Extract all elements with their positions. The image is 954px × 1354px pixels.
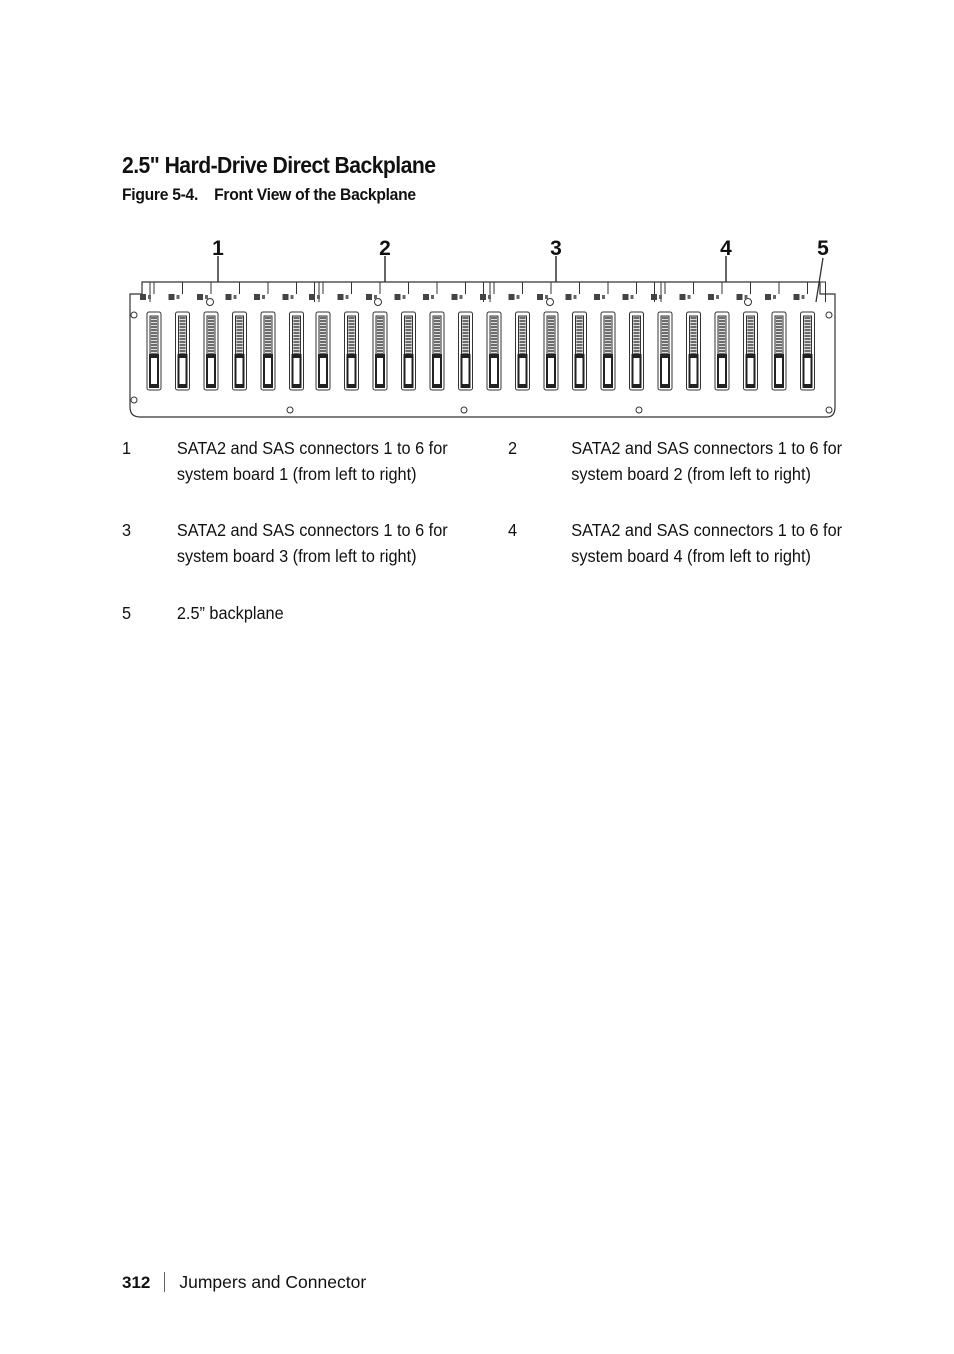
callout-5: 5 <box>817 237 829 260</box>
callout-4: 4 <box>720 237 732 260</box>
pad <box>488 295 491 299</box>
connector-latch-gap <box>377 358 383 384</box>
pad <box>602 295 605 299</box>
pad <box>688 295 691 299</box>
pad <box>745 295 748 299</box>
pad <box>509 294 515 300</box>
mounting-hole <box>207 299 214 306</box>
pad <box>651 294 657 300</box>
pad <box>545 295 548 299</box>
figure-title: Front View of the Backplane <box>214 185 416 204</box>
pad <box>659 295 662 299</box>
mounting-hole <box>636 407 642 413</box>
pad <box>680 294 686 300</box>
pad <box>623 294 629 300</box>
legend-text: SATA2 and SAS connectors 1 to 6 for system board 3 (from left to right) <box>176 520 448 566</box>
legend-text: 2.5” backplane <box>176 603 284 623</box>
pad <box>169 294 175 300</box>
legend-text: SATA2 and SAS connectors 1 to 6 for system board 4 (from left to right) <box>571 520 843 566</box>
pad <box>205 295 208 299</box>
pad <box>594 294 600 300</box>
connector-latch-gap <box>208 358 214 384</box>
callout-2: 2 <box>379 237 391 260</box>
connector-latch-gap <box>520 358 526 384</box>
connector-latch-gap <box>463 358 469 384</box>
legend-text: SATA2 and SAS connectors 1 to 6 for system board 1 (from left to right) <box>176 438 448 484</box>
pad <box>395 294 401 300</box>
mounting-hole <box>287 407 293 413</box>
pad <box>262 295 265 299</box>
pad <box>716 295 719 299</box>
connector-latch-gap <box>320 358 326 384</box>
pad <box>802 295 805 299</box>
legend-number: 3 <box>122 520 132 540</box>
pad <box>148 295 151 299</box>
mounting-hole <box>131 397 137 403</box>
pad <box>794 294 800 300</box>
group-bracket <box>319 282 484 302</box>
pad <box>366 294 372 300</box>
callout-leader <box>816 258 823 302</box>
figure-number: Figure 5-4. <box>122 185 199 204</box>
callout-1: 1 <box>212 237 224 260</box>
pad <box>773 295 776 299</box>
pad <box>254 294 260 300</box>
pad <box>765 294 771 300</box>
pad <box>177 295 180 299</box>
pad <box>574 295 577 299</box>
pad <box>480 294 486 300</box>
mounting-hole <box>547 299 554 306</box>
connector-latch-gap <box>776 358 782 384</box>
connector-latch-gap <box>577 358 583 384</box>
pad <box>452 294 458 300</box>
pad <box>140 294 146 300</box>
mounting-hole <box>826 407 832 413</box>
pad <box>317 295 320 299</box>
pad <box>234 295 237 299</box>
connector-latch-gap <box>634 358 640 384</box>
pad <box>423 294 429 300</box>
pad <box>431 295 434 299</box>
legend-number: 5 <box>122 603 132 623</box>
connector-latch-gap <box>605 358 611 384</box>
chapter-title: Jumpers and Connector <box>179 1272 367 1292</box>
legend-number: 1 <box>122 438 132 458</box>
mounting-hole <box>131 312 137 318</box>
mounting-hole <box>745 299 752 306</box>
legend-text: SATA2 and SAS connectors 1 to 6 for system board 2 (from left to right) <box>571 438 843 484</box>
connector-latch-gap <box>691 358 697 384</box>
mounting-hole <box>826 312 832 318</box>
pad <box>283 294 289 300</box>
callout-3: 3 <box>550 237 562 260</box>
pad <box>708 294 714 300</box>
connector-latch-gap <box>662 358 668 384</box>
connector-latch-gap <box>406 358 412 384</box>
pad <box>374 295 377 299</box>
pad <box>291 295 294 299</box>
connector-latch-gap <box>349 358 355 384</box>
page-footer <box>122 1272 366 1293</box>
connector-latch-gap <box>294 358 300 384</box>
pad <box>346 295 349 299</box>
backplane-diagram <box>122 232 842 427</box>
footer-divider <box>164 1272 165 1292</box>
section-title: 2.5" Hard-Drive Direct Backplane <box>122 152 436 178</box>
pad <box>403 295 406 299</box>
group-bracket <box>661 282 826 302</box>
connector-latch-gap <box>265 358 271 384</box>
legend-number: 4 <box>508 520 518 540</box>
mounting-hole <box>375 299 382 306</box>
mounting-hole <box>461 407 467 413</box>
pad <box>631 295 634 299</box>
figure-caption <box>122 185 416 205</box>
connector-latch-gap <box>180 358 186 384</box>
legend-number: 2 <box>508 438 518 458</box>
connector-latch-gap <box>548 358 554 384</box>
connector-latch-gap <box>805 358 811 384</box>
pad <box>537 294 543 300</box>
pad <box>517 295 520 299</box>
pad <box>197 294 203 300</box>
pad <box>226 294 232 300</box>
connector-latch-gap <box>237 358 243 384</box>
connector-latch-gap <box>491 358 497 384</box>
pad <box>309 294 315 300</box>
group-bracket <box>150 282 315 302</box>
pad <box>338 294 344 300</box>
connector-latch-gap <box>434 358 440 384</box>
backplane-figure <box>122 232 842 432</box>
pad <box>737 294 743 300</box>
connector-latch-gap <box>748 358 754 384</box>
group-bracket <box>490 282 655 302</box>
pad <box>460 295 463 299</box>
page-number: 312 <box>122 1273 151 1292</box>
connector-latch-gap <box>151 358 157 384</box>
pad <box>566 294 572 300</box>
connector-latch-gap <box>719 358 725 384</box>
